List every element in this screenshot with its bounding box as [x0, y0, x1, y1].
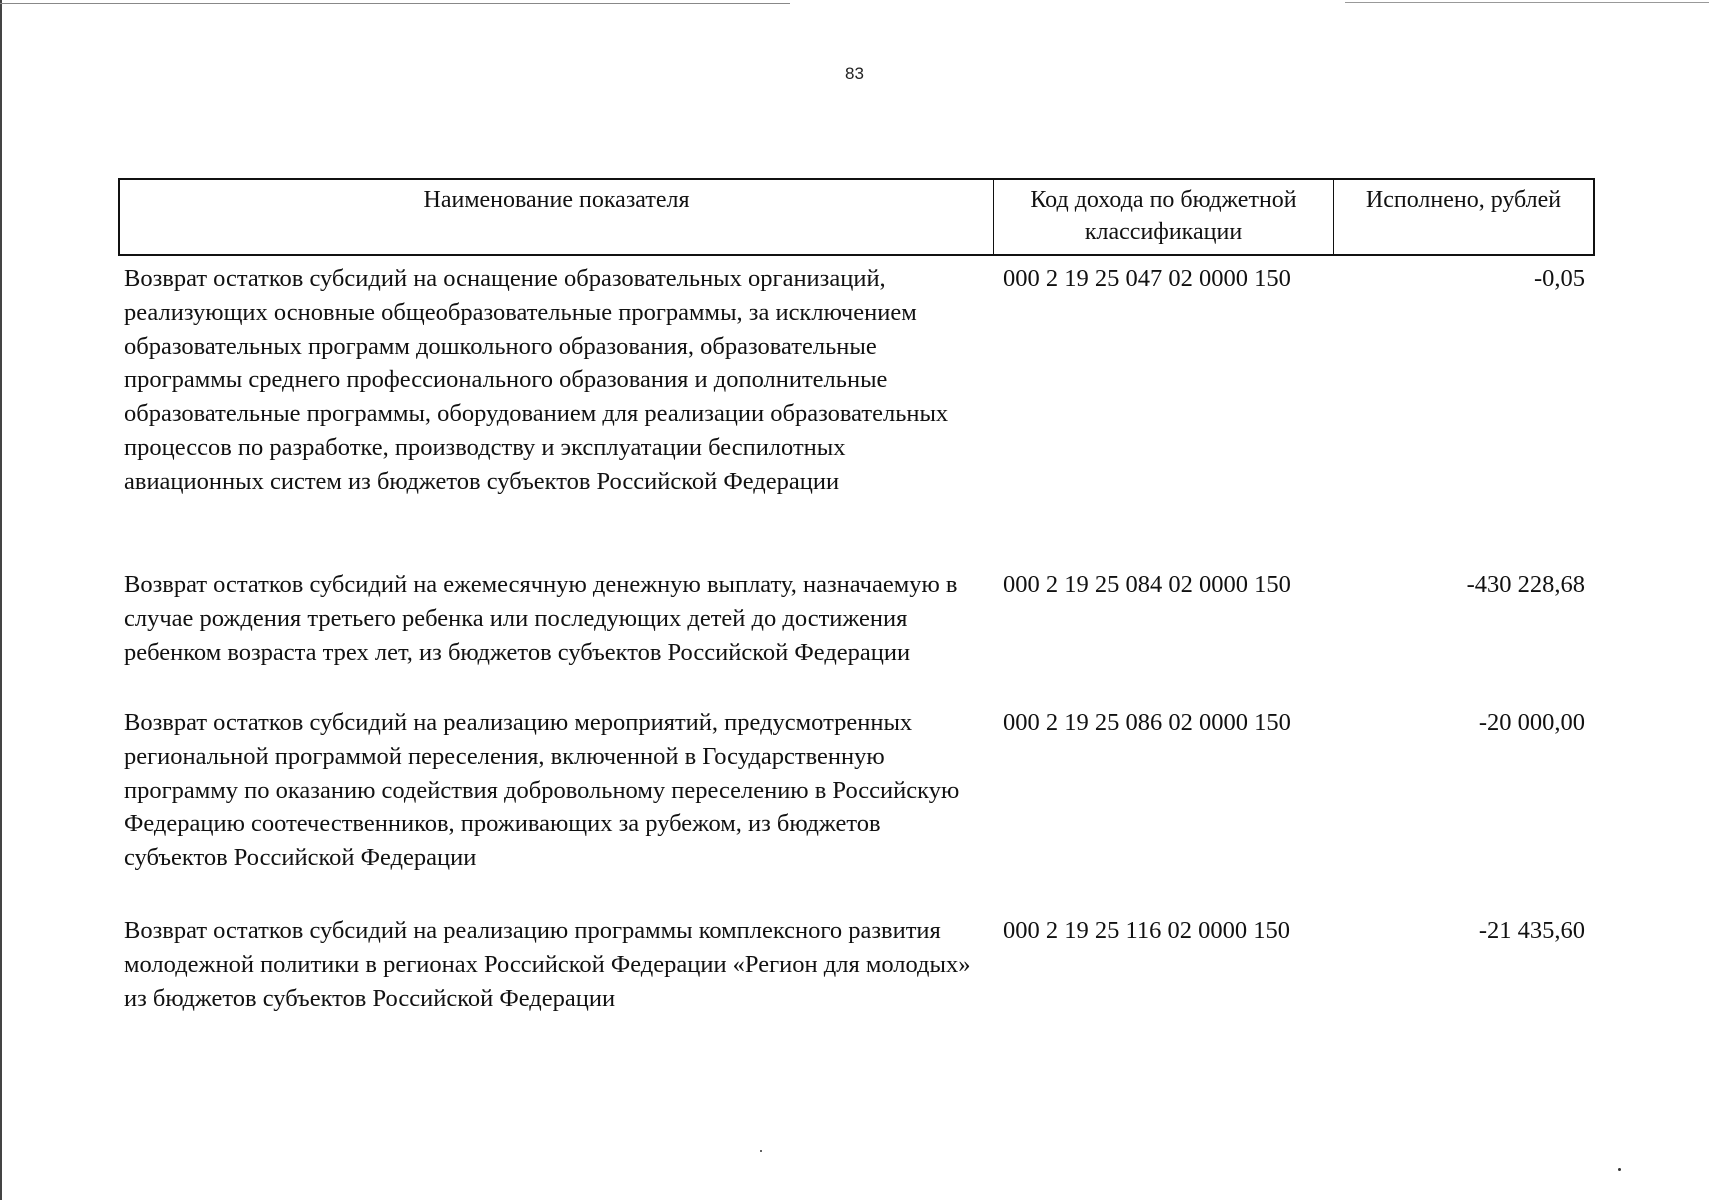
header-executed-amount: Исполнено, рублей [1333, 180, 1593, 254]
header-indicator-name: Наименование показателя [423, 187, 690, 213]
row-executed-amount: -430 228,68 [1466, 571, 1585, 598]
row-budget-code: 000 2 19 25 086 02 0000 150 [1003, 709, 1291, 736]
header-budget-code: Код дохода по бюджетной классификации [993, 180, 1333, 254]
table-row [118, 568, 1595, 706]
table-header-row [118, 178, 1595, 256]
row-budget-code: 000 2 19 25 047 02 0000 150 [1003, 265, 1291, 292]
scan-speck [760, 1150, 762, 1152]
scan-edge-top [0, 3, 790, 4]
row-indicator-name: Возврат остатков субсидий на реализацию программы комплексного развития молодежной политики в регионах Российской Федерации «Регион для молодых» из бюджетов субъектов Российской Федерации [124, 917, 971, 1012]
table-row [118, 256, 1595, 568]
row-indicator-name: Возврат остатков субсидий на ежемесячную денежную выплату, назначаемую в случае рождения третьего ребенка или последующих детей до достижения ребенком возраста трех лет, из бюджетов субъектов Российской Федерации [124, 571, 958, 666]
row-budget-code: 000 2 19 25 116 02 0000 150 [1003, 917, 1290, 944]
row-executed-amount: -21 435,60 [1478, 917, 1585, 944]
scan-edge-left [0, 0, 2, 1200]
page-number: 83 [845, 64, 864, 83]
table-row [118, 914, 1595, 1024]
row-indicator-name: Возврат остатков субсидий на оснащение образовательных организаций, реализующих основные общеобразовательные программы, за исключением образовательных программ дошкольного образования, образовательные программы среднего профессионального образования и дополнительные образовательные программы, оборудованием для реализации образовательных процессов по разработке, производству и эксплуатации беспилотных авиационных систем из бюджетов субъектов Российской Федерации [124, 265, 949, 495]
scan-edge-top-right [1345, 2, 1709, 3]
row-executed-amount: -0,05 [1533, 265, 1585, 292]
row-indicator-name: Возврат остатков субсидий на реализацию мероприятий, предусмотренных региональной программой переселения, включенной в Государственную программу по оказанию содействия добровольному переселению в Российскую Федерацию соотечественников, проживающих за рубежом, из бюджетов субъектов Российской Федерации [124, 709, 960, 872]
scan-speck [1618, 1168, 1621, 1171]
row-budget-code: 000 2 19 25 084 02 0000 150 [1003, 571, 1291, 598]
row-executed-amount: -20 000,00 [1478, 709, 1585, 736]
table-row [118, 706, 1595, 914]
report-table [118, 178, 1595, 1024]
